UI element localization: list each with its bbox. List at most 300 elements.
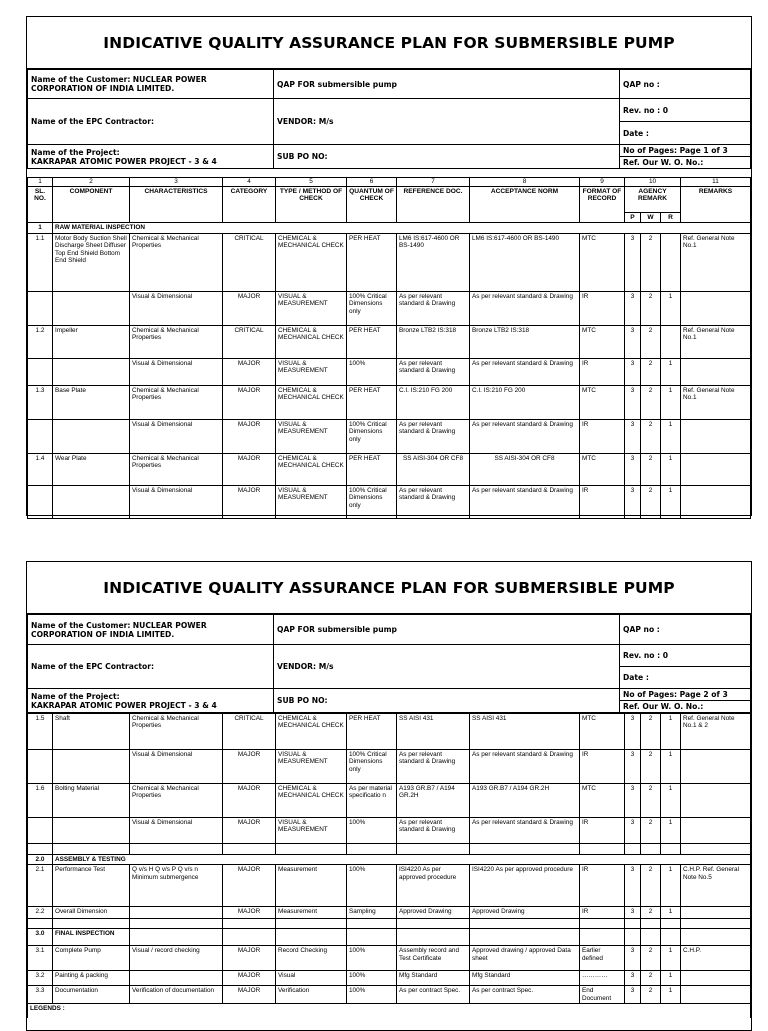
cell-comp bbox=[53, 844, 130, 855]
cell-fmt: MTC bbox=[580, 233, 625, 291]
cell-char: Chemical & Mechanical Properties bbox=[130, 325, 223, 358]
project-cell: Name of the Project: KAKRAPAR ATOMIC POWER PROJECT - 3 & 4 bbox=[28, 145, 274, 169]
cell-p: 3 bbox=[625, 784, 641, 818]
cell-sl: 2.2 bbox=[28, 907, 53, 919]
cell-r: 1 bbox=[661, 750, 681, 784]
column-number: 9 bbox=[580, 178, 625, 187]
cell-cat: MAJOR bbox=[223, 358, 276, 385]
cell-cat: MAJOR bbox=[223, 907, 276, 919]
table-row bbox=[28, 419, 751, 453]
cell-type: CHEMICAL & MECHANICAL CHECK bbox=[276, 784, 347, 818]
cell-cat: MAJOR bbox=[223, 784, 276, 818]
cell-qty: 100% bbox=[347, 946, 397, 971]
cell-acc: A193 GR.B7 / A194 GR.2H bbox=[470, 784, 580, 818]
cell-qty: 100% Critical Dimensions only bbox=[347, 419, 397, 453]
cell-comp bbox=[53, 750, 130, 784]
cell-rem bbox=[681, 971, 751, 986]
cell-type: CHEMICAL & MECHANICAL CHECK bbox=[276, 233, 347, 291]
cell-ref: ISI4220 As per approved procedure bbox=[397, 865, 470, 907]
cell-char: Chemical & Mechanical Properties bbox=[130, 385, 223, 419]
cell-r: 1 bbox=[661, 358, 681, 385]
cell-fmt: IR bbox=[580, 291, 625, 325]
col-r: R bbox=[661, 213, 681, 223]
cell-r: 1 bbox=[661, 818, 681, 844]
cell-ref: As per relevant standard & Drawing bbox=[397, 485, 470, 518]
cell-acc: As per relevant standard & Drawing bbox=[470, 750, 580, 784]
col-reference: REFERENCE DOC. bbox=[397, 187, 470, 223]
cell-p: 3 bbox=[625, 291, 641, 325]
cell-acc: As per relevant standard & Drawing bbox=[470, 419, 580, 453]
cell-char bbox=[130, 971, 223, 986]
cell-ref: SS AISI-304 OR CF8 bbox=[397, 453, 470, 485]
table-row bbox=[28, 233, 751, 291]
section-title: ASSEMBLY & TESTING bbox=[53, 855, 751, 865]
cell-qty: 100% bbox=[347, 971, 397, 986]
cell-rem bbox=[681, 485, 751, 518]
header-table bbox=[27, 69, 751, 169]
cell-p: 3 bbox=[625, 325, 641, 358]
cell-cat: CRITICAL bbox=[223, 714, 276, 750]
table-row bbox=[28, 325, 751, 358]
cell-ref bbox=[397, 844, 470, 855]
cell-r bbox=[661, 844, 681, 855]
cell-cat: MAJOR bbox=[223, 750, 276, 784]
cell-acc: Mfg Standard bbox=[470, 971, 580, 986]
cell-p: 3 bbox=[625, 907, 641, 919]
cell-acc: As per contract Spec. bbox=[470, 986, 580, 1004]
qap-no-cell: QAP no : bbox=[620, 615, 751, 645]
table-row bbox=[28, 818, 751, 844]
cell-ref: Bronze LTB2 IS:318 bbox=[397, 325, 470, 358]
cell-fmt: MTC bbox=[580, 714, 625, 750]
cell-rem bbox=[681, 986, 751, 1004]
customer-cell: Name of the Customer: NUCLEAR POWER CORPORATION OF INDIA LIMITED. bbox=[28, 615, 274, 645]
column-number: 6 bbox=[347, 178, 397, 187]
pages-cell: No of Pages: Page 2 of 3 bbox=[620, 689, 751, 701]
cell-cat: MAJOR bbox=[223, 485, 276, 518]
table-row bbox=[28, 291, 751, 325]
table-row bbox=[28, 907, 751, 919]
cell-sl bbox=[28, 485, 53, 518]
cell-ref: As per relevant standard & Drawing bbox=[397, 358, 470, 385]
cell-w: 2 bbox=[641, 358, 661, 385]
cell-char: Visual & Dimensional bbox=[130, 291, 223, 325]
cell-fmt: IR bbox=[580, 358, 625, 385]
cell-sl: 1.4 bbox=[28, 453, 53, 485]
cell-p: 3 bbox=[625, 233, 641, 291]
cell-fmt: MTC bbox=[580, 325, 625, 358]
cell-fmt: IR bbox=[580, 865, 625, 907]
section-row bbox=[28, 855, 751, 865]
cell-sl: 3.3 bbox=[28, 986, 53, 1004]
qap-table-page-2 bbox=[27, 713, 751, 1018]
cell-char: Visual & Dimensional bbox=[130, 419, 223, 453]
cell-ref: As per relevant standard & Drawing bbox=[397, 419, 470, 453]
cell-qty: PER HEAT bbox=[347, 385, 397, 419]
cell-fmt: IR bbox=[580, 419, 625, 453]
cell-fmt bbox=[580, 919, 625, 929]
cell-comp: Bolting Material bbox=[53, 784, 130, 818]
cell-sl: 3.1 bbox=[28, 946, 53, 971]
column-number: 10 bbox=[625, 178, 681, 187]
cell-comp: Painting & packing bbox=[53, 971, 130, 986]
customer-cell: Name of the Customer: NUCLEAR POWER CORPORATION OF INDIA LIMITED. bbox=[28, 70, 274, 99]
cell-sl: 2.1 bbox=[28, 865, 53, 907]
cell-rem bbox=[681, 844, 751, 855]
cell-qty: PER HEAT bbox=[347, 714, 397, 750]
cell-rem: C.H.P. bbox=[681, 946, 751, 971]
cell-ref: SS AISI 431 bbox=[397, 714, 470, 750]
cell-acc: As per relevant standard & Drawing bbox=[470, 485, 580, 518]
cell-r bbox=[661, 325, 681, 358]
cell-fmt: ………… bbox=[580, 971, 625, 986]
table-row bbox=[28, 453, 751, 485]
cell-p: 3 bbox=[625, 971, 641, 986]
cell-comp: Performance Test bbox=[53, 865, 130, 907]
cell-type: VISUAL & MEASUREMENT bbox=[276, 291, 347, 325]
cell-qty: 100% bbox=[347, 818, 397, 844]
cell-ref: As per relevant standard & Drawing bbox=[397, 291, 470, 325]
table-row bbox=[28, 986, 751, 1004]
date-cell: Date : bbox=[620, 122, 751, 145]
cell-acc bbox=[470, 844, 580, 855]
cell-r: 1 bbox=[661, 385, 681, 419]
cell-w: 2 bbox=[641, 325, 661, 358]
ref-wo-cell: Ref. Our W. O. No.: bbox=[620, 701, 751, 713]
cell-rem bbox=[681, 453, 751, 485]
cell-fmt: IR bbox=[580, 907, 625, 919]
cell-rem: Ref. General Note No.1 bbox=[681, 385, 751, 419]
cell-fmt: IR bbox=[580, 750, 625, 784]
cell-sl: 1.6 bbox=[28, 784, 53, 818]
col-category: CATEGORY bbox=[223, 187, 276, 223]
cell-ref: C.I. IS:210 FG 200 bbox=[397, 385, 470, 419]
sub-po-cell: SUB PO NO: bbox=[274, 145, 620, 169]
cell-type: Record Checking bbox=[276, 946, 347, 971]
cell-acc: SS AISI 431 bbox=[470, 714, 580, 750]
cell-p: 3 bbox=[625, 419, 641, 453]
cell-rem: Ref. General Note No.1 bbox=[681, 233, 751, 291]
cell-cat: MAJOR bbox=[223, 291, 276, 325]
cell-cat: MAJOR bbox=[223, 865, 276, 907]
cell-p: 3 bbox=[625, 358, 641, 385]
table-row bbox=[28, 919, 751, 929]
cell-r: 1 bbox=[661, 865, 681, 907]
cell-w: 2 bbox=[641, 385, 661, 419]
cell-comp: Documentation bbox=[53, 986, 130, 1004]
date-cell: Date : bbox=[620, 667, 751, 689]
cell-type: CHEMICAL & MECHANICAL CHECK bbox=[276, 385, 347, 419]
cell-char: Chemical & Mechanical Properties bbox=[130, 784, 223, 818]
cell-p: 3 bbox=[625, 714, 641, 750]
table-row bbox=[28, 485, 751, 518]
cell-w: 2 bbox=[641, 419, 661, 453]
cell-r: 1 bbox=[661, 986, 681, 1004]
cell-comp bbox=[53, 818, 130, 844]
table-row bbox=[28, 385, 751, 419]
cell-comp: Shaft bbox=[53, 714, 130, 750]
cell-type: CHEMICAL & MECHANICAL CHECK bbox=[276, 325, 347, 358]
cell-comp bbox=[53, 485, 130, 518]
cell-char: Chemical & Mechanical Properties bbox=[130, 714, 223, 750]
cell-w: 2 bbox=[641, 784, 661, 818]
cell-w bbox=[641, 919, 661, 929]
cell-ref: Approved Drawing bbox=[397, 907, 470, 919]
cell-acc: Approved Drawing bbox=[470, 907, 580, 919]
col-agency: AGENCY REMARK bbox=[625, 187, 681, 213]
col-w: W bbox=[641, 213, 661, 223]
cell-r bbox=[661, 919, 681, 929]
empty-cell bbox=[223, 929, 276, 946]
cell-ref bbox=[397, 919, 470, 929]
cell-p: 3 bbox=[625, 453, 641, 485]
cell-qty: As per material specificatio n bbox=[347, 784, 397, 818]
cell-r: 1 bbox=[661, 419, 681, 453]
qap-no-cell: QAP no : bbox=[620, 70, 751, 99]
cell-w: 2 bbox=[641, 291, 661, 325]
cell-qty bbox=[347, 919, 397, 929]
cell-acc: As per relevant standard & Drawing bbox=[470, 358, 580, 385]
cell-rem: Ref. General Note No.1 & 2 bbox=[681, 714, 751, 750]
cell-char: Verification of documentation bbox=[130, 986, 223, 1004]
table-row bbox=[28, 358, 751, 385]
cell-sl: 3.0 bbox=[28, 929, 53, 946]
cell-w: 2 bbox=[641, 865, 661, 907]
table-row bbox=[28, 971, 751, 986]
cell-sl: 1.5 bbox=[28, 714, 53, 750]
cell-acc: As per relevant standard & Drawing bbox=[470, 818, 580, 844]
cell-w: 2 bbox=[641, 818, 661, 844]
cell-acc: SS AISI-304 OR CF8 bbox=[470, 453, 580, 485]
epc-contractor-cell: Name of the EPC Contractor: bbox=[28, 99, 274, 145]
cell-p: 3 bbox=[625, 865, 641, 907]
cell-w: 2 bbox=[641, 453, 661, 485]
cell-sl: 1.3 bbox=[28, 385, 53, 419]
column-number: 5 bbox=[276, 178, 347, 187]
cell-p: 3 bbox=[625, 385, 641, 419]
cell-p bbox=[625, 844, 641, 855]
cell-qty: 100% Critical Dimensions only bbox=[347, 750, 397, 784]
column-number: 7 bbox=[397, 178, 470, 187]
empty-cell bbox=[641, 929, 661, 946]
cell-rem bbox=[681, 818, 751, 844]
cell-qty: 100% Critical Dimensions only bbox=[347, 485, 397, 518]
col-acceptance: ACCEPTANCE NORM bbox=[470, 187, 580, 223]
cell-sl bbox=[28, 291, 53, 325]
col-type: TYPE / METHOD OF CHECK bbox=[276, 187, 347, 223]
cell-type: CHEMICAL & MECHANICAL CHECK bbox=[276, 453, 347, 485]
cell-r bbox=[661, 233, 681, 291]
empty-cell bbox=[661, 929, 681, 946]
column-number: 1 bbox=[28, 178, 53, 187]
cell-cat: CRITICAL bbox=[223, 325, 276, 358]
cell-w: 2 bbox=[641, 233, 661, 291]
table-row bbox=[28, 844, 751, 855]
cell-sl bbox=[28, 818, 53, 844]
cell-cat: CRITICAL bbox=[223, 233, 276, 291]
empty-cell bbox=[130, 929, 223, 946]
cell-cat: MAJOR bbox=[223, 971, 276, 986]
cell-type bbox=[276, 844, 347, 855]
cell-type: VISUAL & MEASUREMENT bbox=[276, 750, 347, 784]
cell-char: Chemical & Mechanical Properties bbox=[130, 453, 223, 485]
cell-p: 3 bbox=[625, 485, 641, 518]
project-cell: Name of the Project: KAKRAPAR ATOMIC POWER PROJECT - 3 & 4 bbox=[28, 689, 274, 713]
cell-qty bbox=[347, 844, 397, 855]
cell-acc: Approved drawing / approved Data sheet bbox=[470, 946, 580, 971]
cell-type: VISUAL & MEASUREMENT bbox=[276, 485, 347, 518]
cell-comp: Wear Plate bbox=[53, 453, 130, 485]
table-row bbox=[28, 784, 751, 818]
pages-cell: No of Pages: Page 1 of 3 bbox=[620, 145, 751, 157]
cell-qty: 100% bbox=[347, 865, 397, 907]
header-table-2 bbox=[27, 614, 751, 713]
cell-sl: 3.2 bbox=[28, 971, 53, 986]
cell-char: Q v/s H Q v/s P Q v/s n Minimum submergence bbox=[130, 865, 223, 907]
cell-p: 3 bbox=[625, 986, 641, 1004]
cell-ref: As per relevant standard & Drawing bbox=[397, 750, 470, 784]
cell-r: 1 bbox=[661, 971, 681, 986]
cell-r: 1 bbox=[661, 291, 681, 325]
section-row bbox=[28, 929, 751, 946]
section-title: RAW MATERIAL INSPECTION bbox=[53, 223, 751, 233]
cell-fmt: IR bbox=[580, 818, 625, 844]
cell-r: 1 bbox=[661, 714, 681, 750]
table-row bbox=[28, 865, 751, 907]
cell-qty: 100% Critical Dimensions only bbox=[347, 291, 397, 325]
col-quantum: QUANTUM OF CHECK bbox=[347, 187, 397, 223]
col-characteristics: CHARACTERISTICS bbox=[130, 187, 223, 223]
rev-no-cell: Rev. no : 0 bbox=[620, 645, 751, 667]
cell-w: 2 bbox=[641, 907, 661, 919]
cell-qty: PER HEAT bbox=[347, 233, 397, 291]
col-remarks: REMARKS bbox=[681, 187, 751, 223]
cell-rem bbox=[681, 291, 751, 325]
cell-ref: Assembly record and Test Certificate bbox=[397, 946, 470, 971]
cell-w: 2 bbox=[641, 946, 661, 971]
cell-acc bbox=[470, 919, 580, 929]
cell-type: CHEMICAL & MECHANICAL CHECK bbox=[276, 714, 347, 750]
document-title-2: INDICATIVE QUALITY ASSURANCE PLAN FOR SUBMERSIBLE PUMP bbox=[27, 562, 751, 614]
cell-char: Visual & Dimensional bbox=[130, 818, 223, 844]
cell-ref: As per relevant standard & Drawing bbox=[397, 818, 470, 844]
cell-acc: LM6 IS:617-4600 OR BS-1490 bbox=[470, 233, 580, 291]
cell-type: Visual bbox=[276, 971, 347, 986]
cell-rem bbox=[681, 419, 751, 453]
cell-type: Verification bbox=[276, 986, 347, 1004]
cell-sl: 1.2 bbox=[28, 325, 53, 358]
cell-sl bbox=[28, 419, 53, 453]
empty-cell bbox=[681, 929, 751, 946]
cell-ref: As per contract Spec. bbox=[397, 986, 470, 1004]
cell-type: Measurement bbox=[276, 865, 347, 907]
cell-cat: MAJOR bbox=[223, 986, 276, 1004]
cell-fmt: End Document bbox=[580, 986, 625, 1004]
empty-cell bbox=[276, 929, 347, 946]
cell-char: Visual & Dimensional bbox=[130, 750, 223, 784]
cell-fmt: MTC bbox=[580, 453, 625, 485]
column-number: 3 bbox=[130, 178, 223, 187]
cell-sl: 1 bbox=[28, 223, 53, 233]
cell-fmt: MTC bbox=[580, 784, 625, 818]
qap-for-cell: QAP FOR submersible pump bbox=[274, 70, 620, 99]
section-title: FINAL INSPECTION bbox=[53, 929, 130, 946]
cell-acc: ISI4220 As per approved procedure bbox=[470, 865, 580, 907]
empty-cell bbox=[470, 929, 580, 946]
document-title: INDICATIVE QUALITY ASSURANCE PLAN FOR SUBMERSIBLE PUMP bbox=[27, 17, 751, 69]
cell-char: Visual & Dimensional bbox=[130, 485, 223, 518]
cell-comp bbox=[53, 358, 130, 385]
cell-w: 2 bbox=[641, 485, 661, 518]
col-sl: SL. NO. bbox=[28, 187, 53, 223]
column-number: 4 bbox=[223, 178, 276, 187]
cell-p: 3 bbox=[625, 946, 641, 971]
cell-comp bbox=[53, 419, 130, 453]
cell-r: 1 bbox=[661, 784, 681, 818]
cell-ref: LM6 IS:617-4600 OR BS-1490 bbox=[397, 233, 470, 291]
cell-cat: MAJOR bbox=[223, 453, 276, 485]
cell-ref: A193 GR.B7 / A194 GR.2H bbox=[397, 784, 470, 818]
cell-cat: MAJOR bbox=[223, 818, 276, 844]
cell-fmt: IR bbox=[580, 485, 625, 518]
cell-r: 1 bbox=[661, 907, 681, 919]
cell-w: 2 bbox=[641, 714, 661, 750]
cell-qty: PER HEAT bbox=[347, 325, 397, 358]
cell-sl bbox=[28, 844, 53, 855]
cell-type: VISUAL & MEASUREMENT bbox=[276, 419, 347, 453]
cell-acc: C.I. IS:210 FG 200 bbox=[470, 385, 580, 419]
cell-ref: Mfg Standard bbox=[397, 971, 470, 986]
ref-wo-cell: Ref. Our W. O. No.: bbox=[620, 157, 751, 169]
cell-char: Visual / record checking bbox=[130, 946, 223, 971]
cell-qty: Sampling bbox=[347, 907, 397, 919]
cell-rem bbox=[681, 919, 751, 929]
empty-cell bbox=[397, 929, 470, 946]
cell-sl: 2.0 bbox=[28, 855, 53, 865]
cell-rem bbox=[681, 784, 751, 818]
cell-acc: As per relevant standard & Drawing bbox=[470, 291, 580, 325]
cell-r: 1 bbox=[661, 453, 681, 485]
cell-w: 2 bbox=[641, 750, 661, 784]
empty-cell bbox=[347, 929, 397, 946]
cell-comp: Impeller bbox=[53, 325, 130, 358]
col-format: FORMAT OF RECORD bbox=[580, 187, 625, 223]
cell-qty: PER HEAT bbox=[347, 453, 397, 485]
cell-comp: Base Plate bbox=[53, 385, 130, 419]
table-row bbox=[28, 714, 751, 750]
cell-cat: MAJOR bbox=[223, 946, 276, 971]
cell-qty: 100% bbox=[347, 358, 397, 385]
cell-sl bbox=[28, 919, 53, 929]
qap-for-cell: QAP FOR submersible pump bbox=[274, 615, 620, 645]
cell-rem bbox=[681, 907, 751, 919]
rev-no-cell: Rev. no : 0 bbox=[620, 99, 751, 122]
qap-page-1 bbox=[26, 16, 752, 516]
cell-sl bbox=[28, 750, 53, 784]
cell-cat bbox=[223, 844, 276, 855]
qap-page-2 bbox=[26, 561, 752, 1031]
sub-po-cell: SUB PO NO: bbox=[274, 689, 620, 713]
cell-cat: MAJOR bbox=[223, 385, 276, 419]
cell-w: 2 bbox=[641, 971, 661, 986]
cell-p: 3 bbox=[625, 750, 641, 784]
cell-fmt bbox=[580, 844, 625, 855]
cell-sl bbox=[28, 358, 53, 385]
cell-comp: Complete Pump bbox=[53, 946, 130, 971]
cell-fmt: MTC bbox=[580, 385, 625, 419]
cell-type: Measurement bbox=[276, 907, 347, 919]
legends-label: LEGENDS : bbox=[28, 1004, 751, 1019]
